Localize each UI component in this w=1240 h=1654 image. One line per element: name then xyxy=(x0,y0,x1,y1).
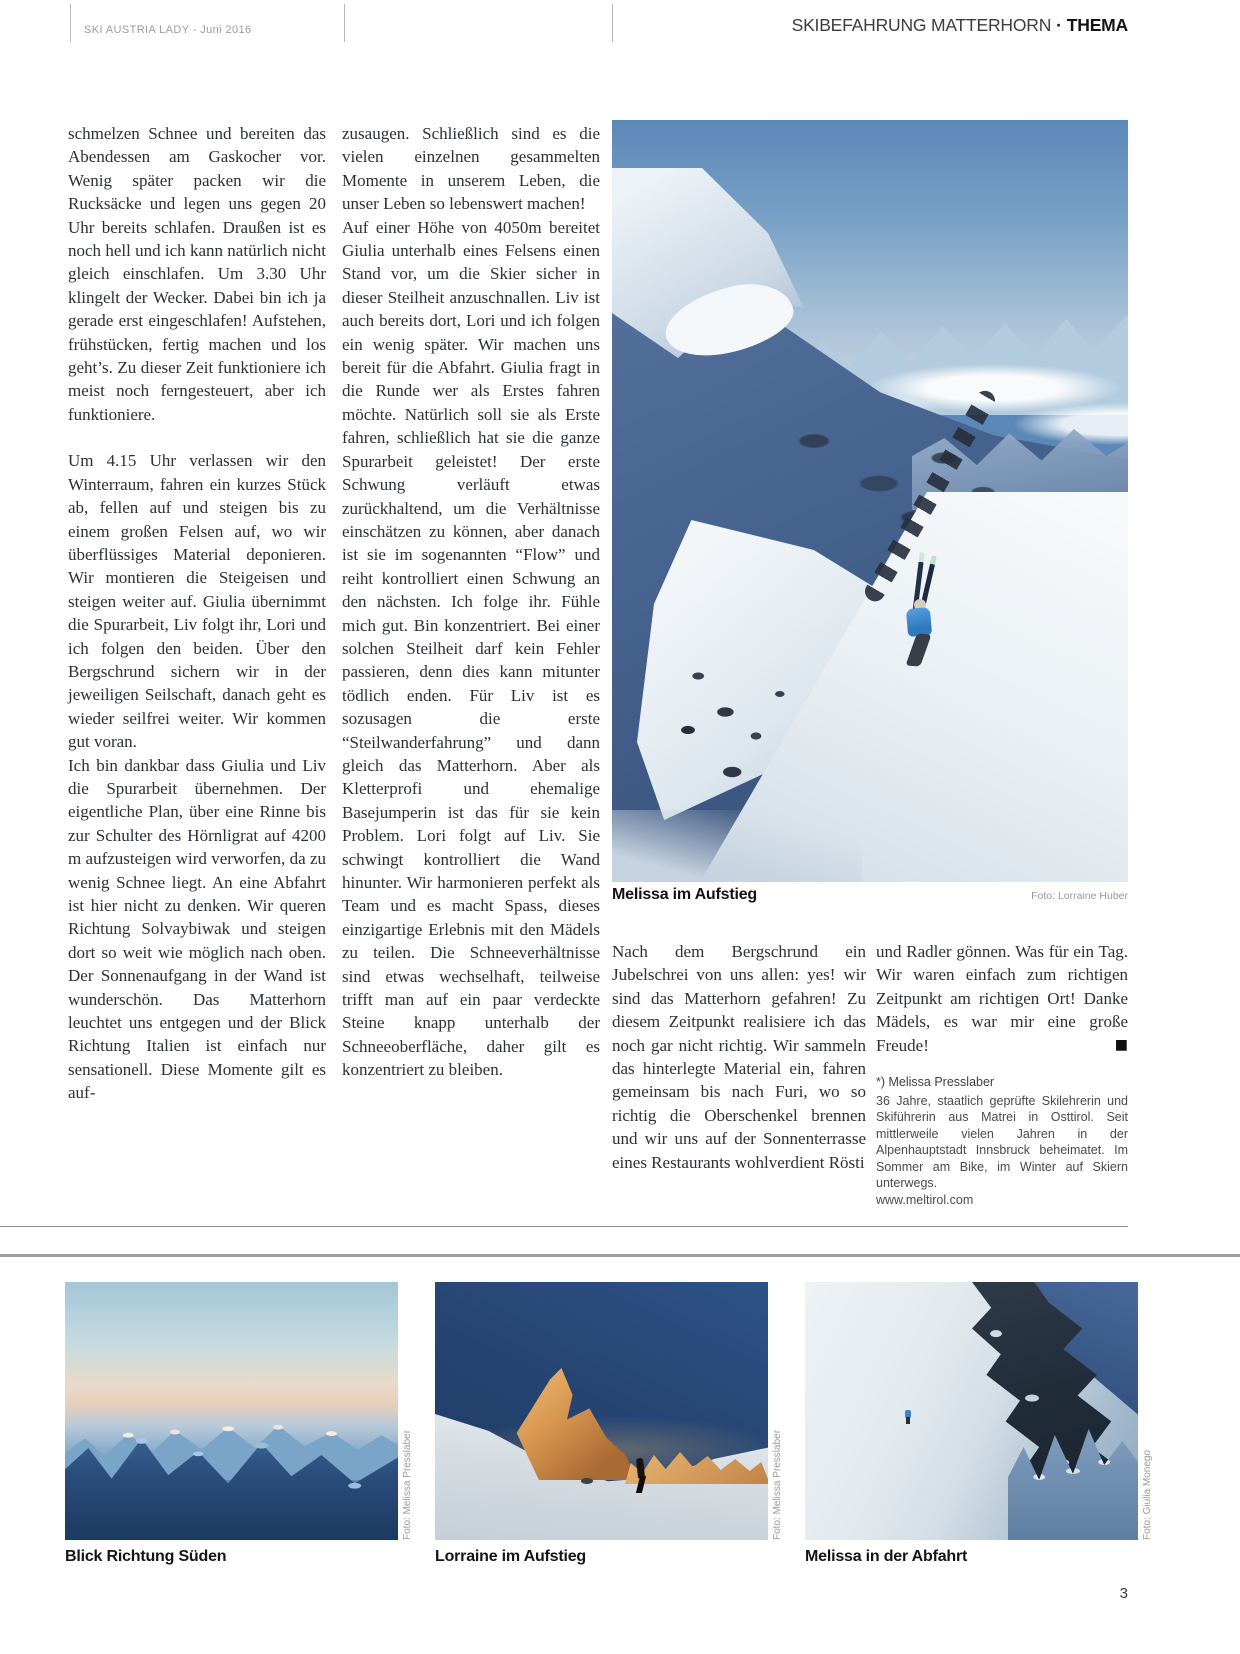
climber-jacket xyxy=(906,607,932,637)
article-paragraph: Nach dem Bergschrund ein Jubelschrei von uns allen: yes! wir sind das Matterhorn gefahren! Zu diesem Zeitpunkt realisiere ich das noch gar nicht richtig. Wir sammeln das hinterlegte Material ein, fahren gemeinsam bis nach Furi, wo so richtig die Oberschenkel brennen und wir uns auf der Sonnenterrasse eines Restaurants wohlverdient Rösti xyxy=(612,942,866,1172)
article-paragraph: Ich bin dankbar dass Giulia und Liv die Spurarbeit übernehmen. Der eigentliche Plan, über eine Rinne bis zur Schulter des Hörnligrat auf 4200 m aufzusteigen wird verworfen, da zu wenig Schnee liegt. An eine Abfahrt ist hier nicht zu denken. Wir queren Richtung Solvaybiwak und steigen dort so weit wie möglich nach oben. Der Sonnenaufgang in der Wand ist wunderschön. Das Matterhorn leuchtet uns entgegen und der Blick Richtung Italien ist einfach nur sensationell. Diese Momente gilt es auf- xyxy=(68,755,326,1103)
climber-legs xyxy=(905,634,931,667)
snow-highlights xyxy=(65,1422,398,1540)
separator-dot: · xyxy=(1056,15,1062,35)
article-paragraph xyxy=(876,940,1128,1057)
photo-dawn-panorama xyxy=(65,1282,398,1540)
divider-line xyxy=(0,1226,1128,1227)
skier-figure xyxy=(903,1408,913,1424)
photo-credit: Foto: Giulia Monego xyxy=(1142,1449,1153,1540)
page-number: 3 xyxy=(1119,1585,1128,1602)
snow-light-patch xyxy=(612,810,862,882)
main-photo-caption-row xyxy=(612,886,1128,904)
photo-credit: Foto: Melissa Presslaber xyxy=(772,1429,783,1540)
article-column-4 xyxy=(876,940,1128,1208)
footnote-website: www.meltirol.com xyxy=(876,1192,974,1207)
skier-legs xyxy=(906,1417,910,1424)
header-tick xyxy=(612,4,613,42)
bottom-photo-2-block xyxy=(435,1282,783,1602)
header-tick xyxy=(70,4,71,42)
photo-caption: Blick Richtung Süden xyxy=(65,1548,227,1565)
photo-caption: Lorraine im Aufstieg xyxy=(435,1548,586,1565)
bottom-photo-3-block xyxy=(805,1282,1153,1602)
topic-label: SKIBEFAHRUNG MATTERHORN xyxy=(791,15,1052,35)
photo-credit: Foto: Melissa Presslaber xyxy=(402,1429,413,1540)
footnote-body: 36 Jahre, staatlich geprüfte Skilehrerin und Skiführerin aus Matrei in Osttirol. Seit mittlerweile vielen Jahren in der Alpenhauptstadt Innsbruck beheimatet. Im Sommer am Bike, im Winter auf Skiern unterwegs. xyxy=(876,1093,1128,1191)
section-label: THEMA xyxy=(1066,15,1128,35)
main-photo-ski-ascent xyxy=(612,120,1128,882)
climber-silhouette xyxy=(633,1458,647,1496)
article-column-1 xyxy=(68,122,326,1105)
stone xyxy=(581,1478,593,1484)
article-end-mark-icon: ■ xyxy=(1114,1036,1128,1053)
header-tick xyxy=(344,4,345,42)
article-paragraph: zusaugen. Schließlich sind es die vielen einzelnen gesammelten Momente in unserem Leben, die unser Leben so lebenswert machen! xyxy=(342,124,600,214)
section-header xyxy=(792,15,1128,36)
bottom-photo-strip xyxy=(65,1282,1205,1602)
magazine-issue-label: SKI AUSTRIA LADY - Juni 2016 xyxy=(84,24,252,36)
photo-caption: Melissa in der Abfahrt xyxy=(805,1548,968,1565)
bottom-photo-1-block xyxy=(65,1282,413,1602)
ski-mountaineer-figure xyxy=(900,552,944,667)
article-paragraph: Um 4.15 Uhr verlassen wir den Winterraum, fahren ein kurzes Stück ab, fellen auf und steigen bis zu einem großen Felsen auf, wo wir überflüssiges Material deponieren. Wir montieren die Steigeisen und steigen weiter auf. Giulia übernimmt die Spurarbeit, Liv folgt ihr, Lori und ich folgen den beiden. Über den Bergschrund sichern wir in der jeweiligen Seilschaft, danach geht es wieder seilfrei weiter. Wir kommen gut voran. xyxy=(68,451,326,752)
article-column-2 xyxy=(342,122,600,1082)
article-paragraph: Auf einer Höhe von 4050m bereitet Giulia unterhalb eines Felsens einen Stand vor, um die Skier sicher in dieser Steilheit anzuschnallen. Liv ist auch bereits dort, Lori und ich folgen ein wenig später. Wir machen uns bereit für die Abfahrt. Giulia fragt in die Runde wer als Erstes fahren möchte. Natürlich soll sie als Erste fahren, schließlich hat sie die ganze Spurarbeit geleistet! Der erste Schwung verläuft etwas zurückhaltend, um die Verhältnisse einschätzen zu können, aber danach ist sie im sogenannten “Flow” und reiht kontrolliert einen Schwung an den nächsten. Ich folge ihr. Fühle mich gut. Bin konzentriert. Bei einer solchen Steilheit darf kein Fehler passieren, denn dies kann mitunter tödlich enden. Für Liv ist es sozusagen die erste “Steilwanderfahrung” und dann gleich das Matterhorn. Aber als Kletterprofi und ehemalige Basejumperin ist das für sie kein Problem. Lori folgt auf Liv. Sie schwingt kontrolliert die Wand hinunter. Wir harmonieren perfekt als Team und es macht Spass, dieses einzigartige Erlebnis mit den Mädels zu teilen. Die Schneeverhältnisse sind etwas wechselhaft, teilweise trifft man auf ein paar verdeckte Steine knapp unterhalb der Schneeoberfläche, daher gilt es konzentriert zu bleiben. xyxy=(342,217,600,1080)
photo-climb-golden-rocks xyxy=(435,1282,768,1540)
photo-caption: Melissa im Aufstieg xyxy=(612,886,757,903)
divider-line xyxy=(0,1254,1240,1257)
photo-credit: Foto: Lorraine Huber xyxy=(1031,890,1128,902)
article-text: und Radler gönnen. Was für ein Tag. Wir waren einfach zum richtigen Zeitpunkt am richtigen Ort! Danke Mädels, es war mir eine große Freude! xyxy=(876,942,1128,1055)
climber-legs xyxy=(636,1476,646,1493)
footnote-title: *) Melissa Presslaber xyxy=(876,1075,995,1090)
article-column-3 xyxy=(612,940,866,1174)
photo-steep-descent xyxy=(805,1282,1138,1540)
article-paragraph: schmelzen Schnee und bereiten das Abendessen am Gaskocher vor. Wenig später packen wir die Rucksäcke und legen uns gegen 20 Uhr bereits schlafen. Draußen ist es noch hell und ich kann natürlich nicht gleich einschlafen. Um 3.30 Uhr klingelt der Wecker. Dabei bin ich ja gerade erst eingeschlafen! Aufstehen, frühstücken, fertig machen und los geht’s. Zu dieser Zeit funktioniere ich meist noch ferngesteuert, aber ich funktioniere. xyxy=(68,124,326,424)
author-footnote xyxy=(876,1074,1128,1208)
